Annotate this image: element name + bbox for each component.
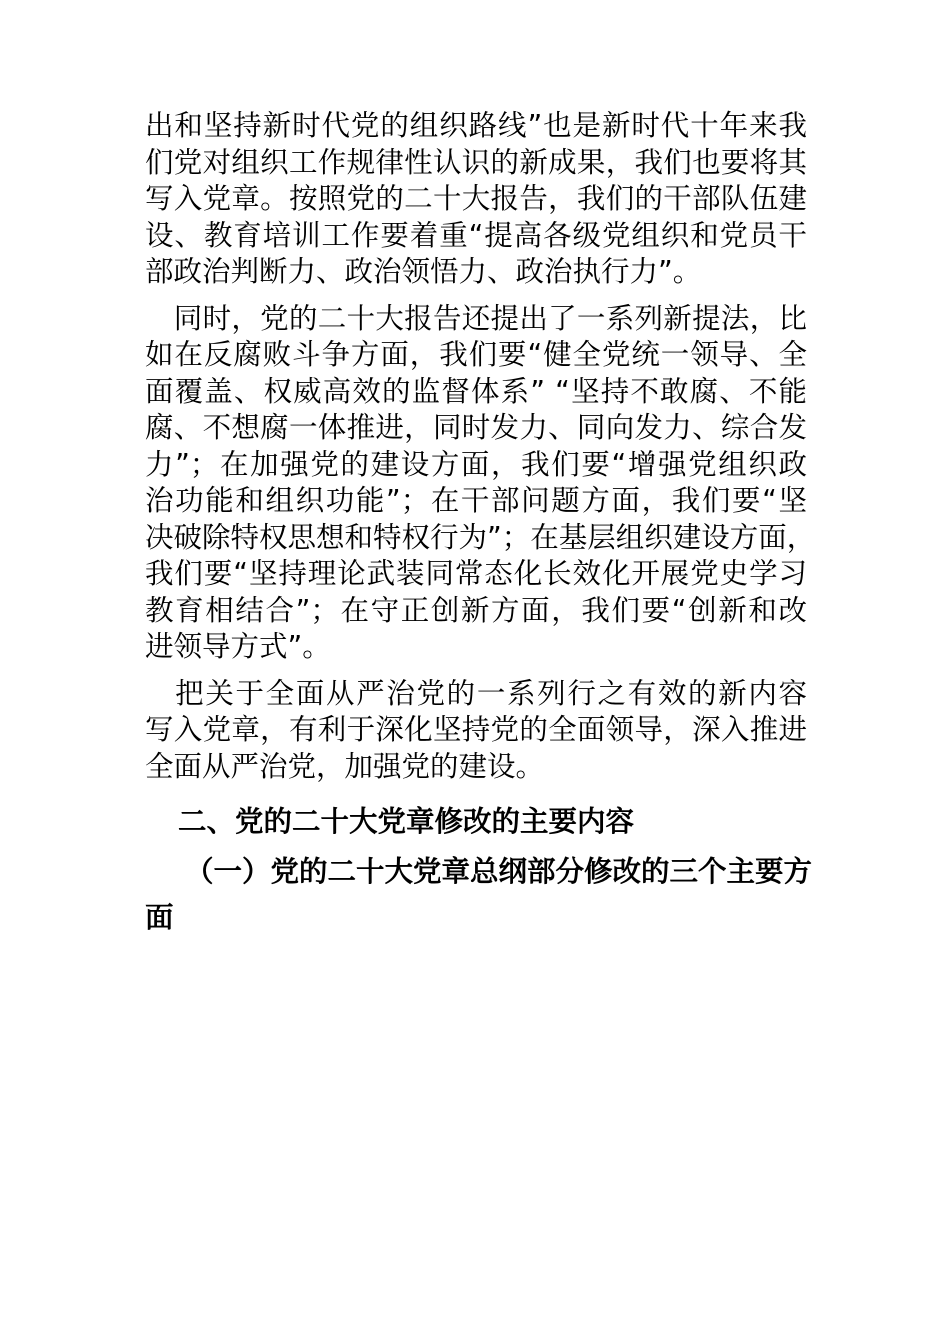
subsection-heading-line: 面 [145,901,174,934]
subsection-heading [145,849,813,941]
text-line: 教育相结合”；在守正创新方面，我们要“创新和改 [145,593,807,627]
text-line: 写入党章。按照党的二十大报告，我们的干部队伍建 [145,182,807,215]
text-line: 部政治判断力、政治领悟力、政治执行力”。 [145,255,702,288]
text-line: 进领导方式”。 [145,630,331,663]
text-line: 我们要“坚持理论武装同常态化长效化开展党史学习 [145,557,807,590]
paragraph-2 [145,301,816,666]
section-heading: 二、党的二十大党章修改的主要内容 [178,805,635,838]
text-line: 设、教育培训工作要着重“提高各级党组织和党员干 [145,218,807,252]
text-line: 们党对组织工作规律性认识的新成果，我们也要将其 [145,145,807,179]
text-line: 把关于全面从严治党的一系列行之有效的新内容 [145,676,807,710]
text-line: 如在反腐败斗争方面，我们要“健全党统一领导、全 [145,338,807,371]
text-line: 写入党章，有利于深化坚持党的全面领导，深入推进 [145,713,807,746]
paragraph-3 [145,676,807,786]
text-line: 同时，党的二十大报告还提出了一系列新提法，比 [145,301,807,335]
paragraph-1 [145,108,807,291]
subsection-heading-line: （一）党的二十大党章总纲部分修改的三个主要方 [185,855,813,888]
text-line: 治功能和组织功能”；在干部问题方面，我们要“坚 [145,484,807,517]
text-line: 腐、不想腐一体推进，同时发力、同向发力、综合发 [145,411,807,444]
text-line: 决破除特权思想和特权行为”；在基层组织建设方面， [145,520,816,554]
text-line: 全面从严治党，加强党的建设。 [145,749,545,783]
text-line: 力”；在加强党的建设方面，我们要“增强党组织政 [145,447,807,481]
document-body [145,108,816,941]
text-line: 面覆盖、权威高效的监督体系” “坚持不敢腐、不能 [145,374,807,408]
text-line: 出和坚持新时代党的组织路线”也是新时代十年来我 [145,109,807,142]
